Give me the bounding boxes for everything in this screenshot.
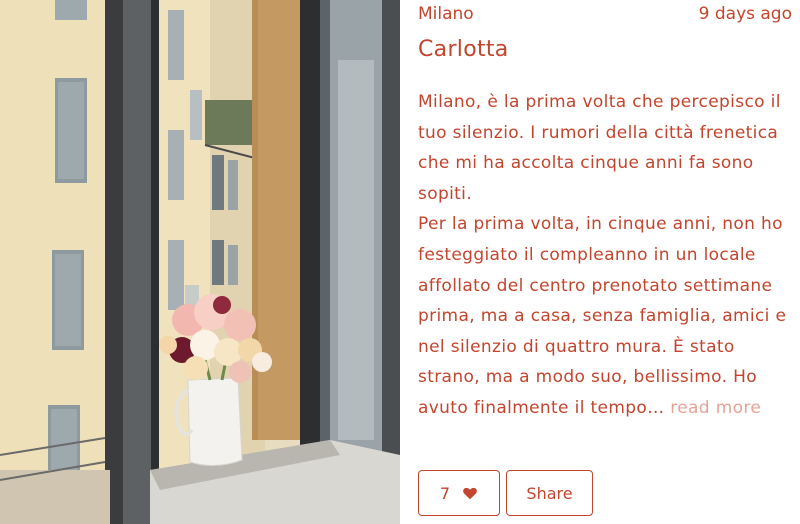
read-more-link[interactable]: read more xyxy=(670,397,762,418)
post-excerpt-paragraph-2 xyxy=(418,209,796,423)
like-button[interactable] xyxy=(418,470,500,516)
post-content xyxy=(400,0,800,524)
share-button[interactable]: Share xyxy=(506,470,593,516)
like-count: 7 xyxy=(439,483,451,503)
post-meta xyxy=(418,2,792,26)
heart-icon xyxy=(462,485,478,501)
post-excerpt xyxy=(418,87,796,424)
post-excerpt-paragraph-1: Milano, è la prima volta che percepisco il tuo silenzio. I rumori della città frenetica che mi ha accolta cinque anni fa sono sopiti. xyxy=(418,92,781,204)
post-timestamp: 9 days ago xyxy=(698,4,792,24)
post-actions xyxy=(418,470,593,516)
post-author: Carlotta xyxy=(418,37,509,62)
post-excerpt-paragraph-2-text: Per la prima volta, in cinque anni, non ho festeggiato il compleanno in un locale affollato del centro prenotato settimane prima, ma a casa, senza famiglia, amici e nel silenzio di quattro mura. È stato strano, ma a modo suo, bellissimo. Ho avuto finalmente il tempo… xyxy=(418,214,787,418)
post-location: Milano xyxy=(418,4,474,24)
